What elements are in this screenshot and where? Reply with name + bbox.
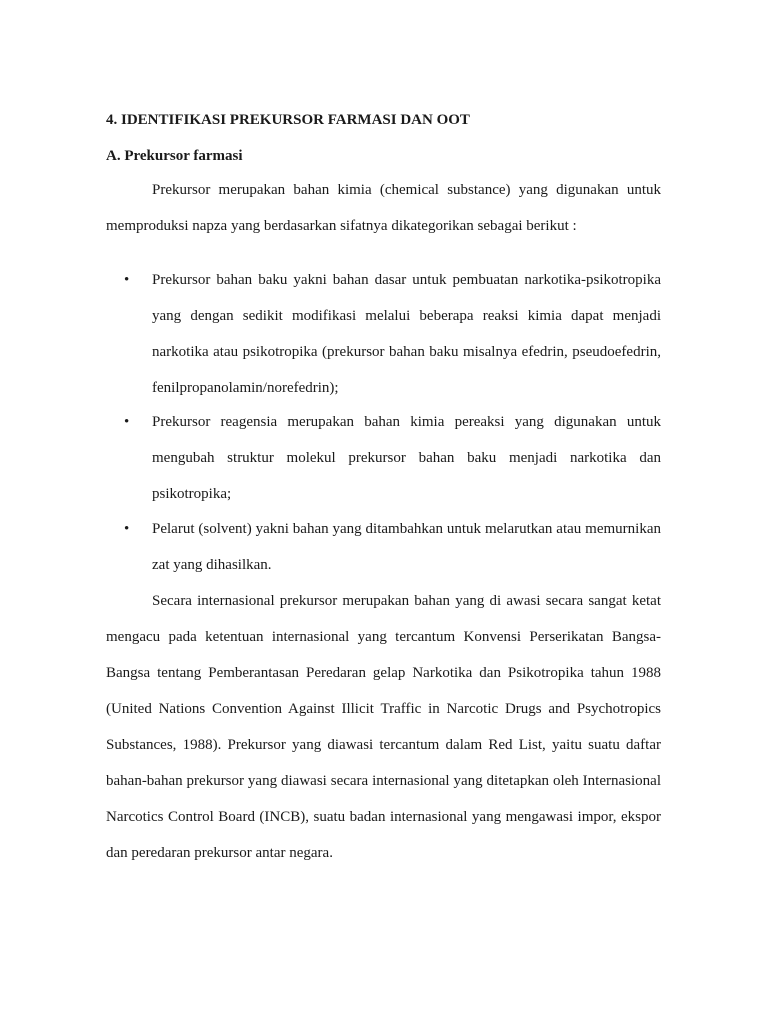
subsection-title: A. Prekursor farmasi: [106, 148, 243, 164]
closing-paragraph: Secara internasional prekursor merupakan bahan yang di awasi secara sangat ketat mengacu pada ketentuan internasional yang tercantum Konvensi Perserikatan Bangsa-Bangsa tentang Pemberantasan Peredaran gelap Narkotika dan Psikotropika tahun 1988 (United Nations Convention Against Illicit Traffic in Narcotic Drugs and Psychotropics Substances, 1988). Prekursor yang diawasi tercantum dalam Red List, yaitu suatu daftar bahan-bahan prekursor yang diawasi secara internasional yang ditetapkan oleh Internasional Narcotics Control Board (INCB), suatu badan internasional yang mengawasi impor, ekspor dan peredaran prekursor antar negara.: [106, 593, 661, 861]
bullet-text: Prekursor bahan baku yakni bahan dasar untuk pembuatan narkotika-psikotropika yang dengan sedikit modifikasi melalui beberapa reaksi kimia dapat menjadi narkotika atau psikotropika (prekursor bahan baku misalnya efedrin, pseudoefedrin, fenilpropanolamin/norefedrin);: [152, 272, 661, 396]
bullet-text: Pelarut (solvent) yakni bahan yang ditambahkan untuk melarutkan atau memurnikan zat yang dihasilkan.: [152, 521, 661, 573]
bullet-icon: •: [124, 521, 130, 537]
intro-paragraph: Prekursor merupakan bahan kimia (chemical substance) yang digunakan untuk memproduksi napza yang berdasarkan sifatnya dikategorikan sebagai berikut :: [106, 182, 661, 234]
bullet-icon: •: [124, 414, 130, 430]
section-title: 4. IDENTIFIKASI PREKURSOR FARMASI DAN OOT: [106, 112, 470, 128]
bullet-text: Prekursor reagensia merupakan bahan kimia pereaksi yang digunakan untuk mengubah struktur molekul prekursor bahan baku menjadi narkotika dan psikotropika;: [152, 414, 661, 502]
bullet-icon: •: [124, 272, 130, 288]
